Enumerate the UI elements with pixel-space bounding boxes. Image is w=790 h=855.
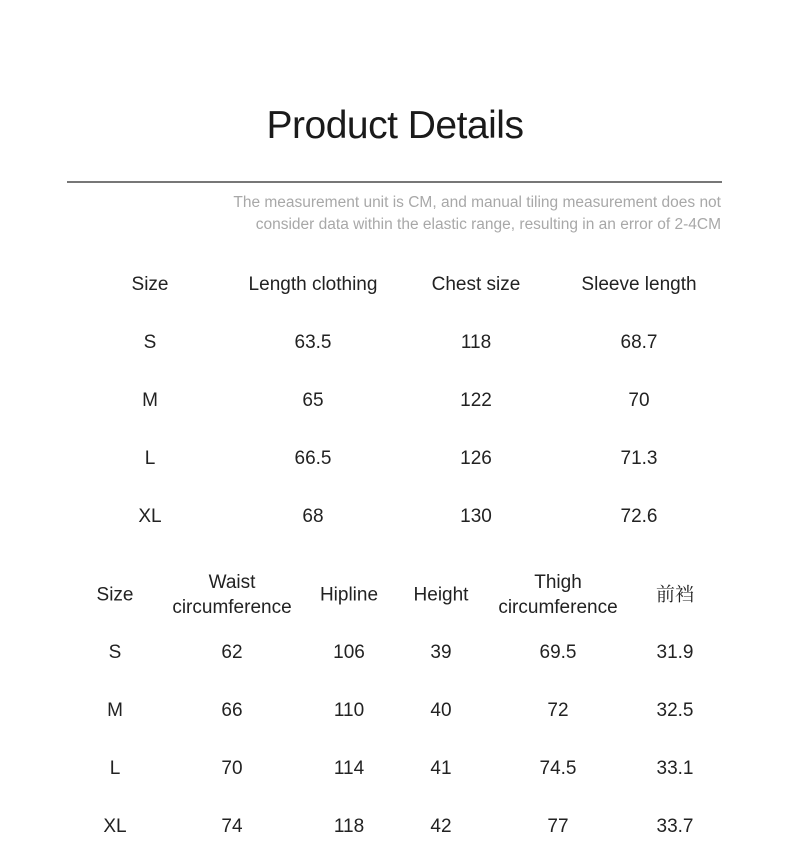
bottom-table-cell: 74.5 <box>539 758 577 779</box>
bottom-table-header <box>97 583 134 608</box>
top-table-cell: 63.5 <box>294 332 332 353</box>
title-divider <box>67 181 722 183</box>
top-table-cell: M <box>142 390 158 411</box>
bottom-table-cell: 62 <box>221 642 243 663</box>
bottom-table-cell: 77 <box>547 816 569 837</box>
bottom-table-cell: XL <box>103 816 127 837</box>
top-table-cell: 118 <box>460 332 492 353</box>
bottom-table-cell: 31.9 <box>656 642 694 663</box>
bottom-table-cell: 42 <box>430 816 452 837</box>
top-table-header: Size <box>131 274 169 295</box>
bottom-table-cell: 33.1 <box>656 758 694 779</box>
top-table-cell: 72.6 <box>620 506 658 527</box>
bottom-table-cell: 106 <box>333 642 365 663</box>
bottom-table-cell: S <box>108 642 122 663</box>
bottom-table-header <box>320 583 378 608</box>
top-table-header: Length clothing <box>248 274 378 295</box>
top-table-cell: 70 <box>628 390 650 411</box>
top-table-cell: 68.7 <box>620 332 658 353</box>
top-table-cell: S <box>143 332 157 353</box>
bottom-table-header-line: Hipline <box>319 584 379 606</box>
bottom-table-cell: 32.5 <box>656 700 694 721</box>
top-table-header: Chest size <box>431 274 521 295</box>
bottom-table-header <box>498 570 617 620</box>
top-table-cell: 122 <box>460 390 492 411</box>
measurement-note-line-2: consider data within the elastic range, resulting in an error of 2-4CM <box>255 216 721 233</box>
bottom-table-cell: 114 <box>333 758 365 779</box>
bottom-table-cell: 70 <box>221 758 243 779</box>
top-table-header: Sleeve length <box>581 274 697 295</box>
bottom-table-cell: 33.7 <box>656 816 694 837</box>
bottom-table-cell: L <box>109 758 121 779</box>
bottom-table-cell: 40 <box>430 700 452 721</box>
bottom-table-header-line: Thigh <box>534 572 582 593</box>
bottom-table-header-line: 前裆 <box>655 584 695 606</box>
bottom-table-header-line: Height <box>413 584 469 606</box>
top-table-cell: 68 <box>302 506 324 527</box>
bottom-table-cell: 41 <box>430 758 452 779</box>
top-table-cell: L <box>144 448 156 469</box>
bottom-table-header-line: Waist <box>208 572 256 593</box>
bottom-table-header <box>656 583 694 608</box>
top-table-cell: 65 <box>302 390 324 411</box>
bottom-table-header-line: circumference <box>172 597 292 618</box>
measurement-note <box>120 192 721 236</box>
bottom-table-cell: 72 <box>547 700 569 721</box>
top-table-cell: 71.3 <box>620 448 658 469</box>
bottom-table-cell: M <box>107 700 123 721</box>
bottom-table-header <box>172 570 291 620</box>
bottom-table-header-line: circumference <box>498 597 618 618</box>
bottom-table-cell: 118 <box>333 816 365 837</box>
measurement-note-line-1: The measurement unit is CM, and manual tiling measurement does not <box>233 194 721 211</box>
bottom-table-cell: 74 <box>221 816 243 837</box>
bottom-table-cell: 69.5 <box>539 642 577 663</box>
top-table-cell: XL <box>138 506 162 527</box>
bottom-table-cell: 39 <box>430 642 452 663</box>
top-table-cell: 66.5 <box>294 448 332 469</box>
top-table-cell: 130 <box>460 506 492 527</box>
bottom-table-header-line: Size <box>96 584 134 606</box>
bottom-table-header <box>414 583 469 608</box>
top-table-cell: 126 <box>460 448 492 469</box>
bottom-table-cell: 110 <box>333 700 365 721</box>
page-title: Product Details <box>266 104 524 147</box>
bottom-table-cell: 66 <box>221 700 243 721</box>
